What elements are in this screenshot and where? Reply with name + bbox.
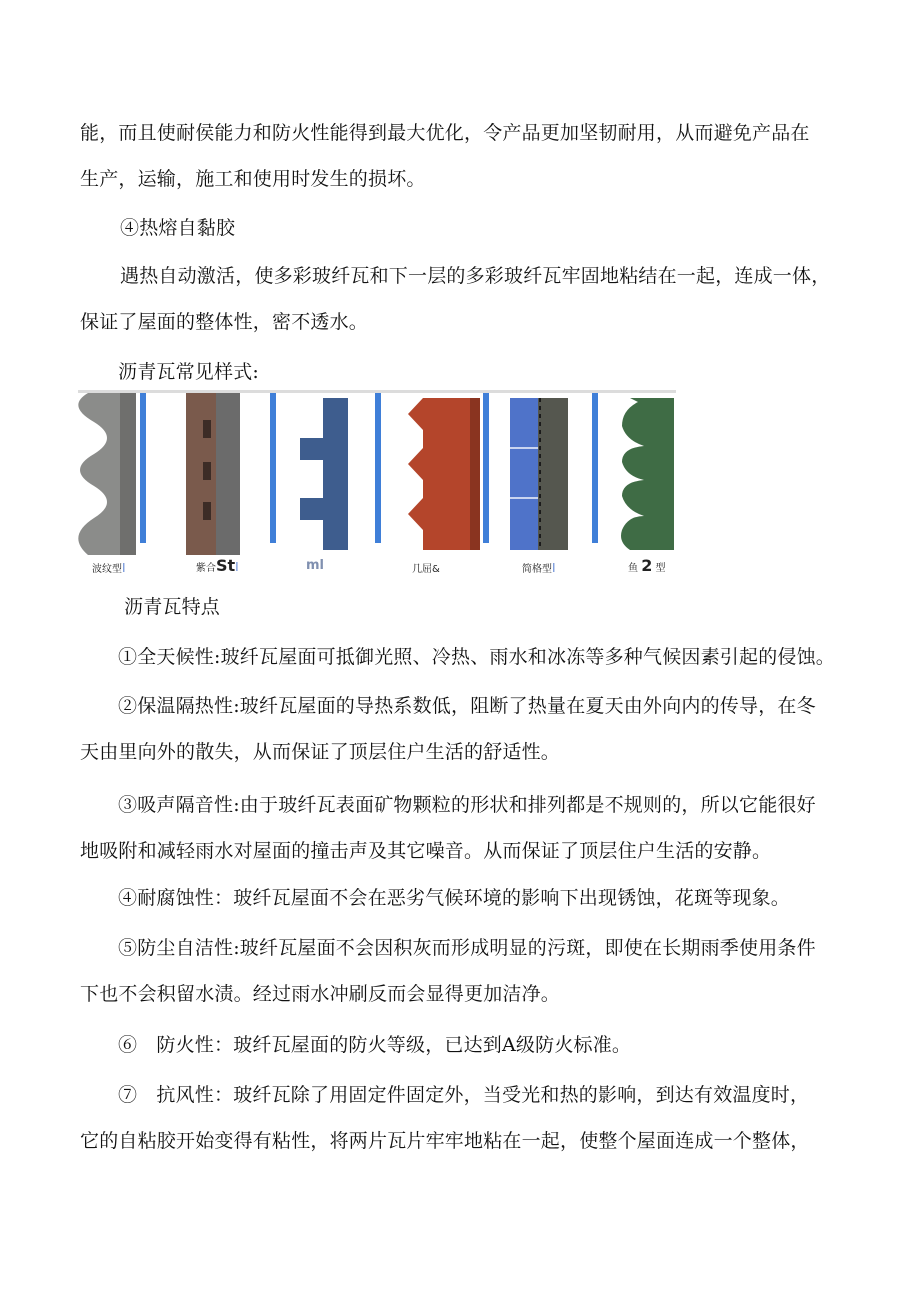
- caption-fish: 鱼 2 型: [628, 556, 666, 575]
- text-line: ⑤防尘自洁性:玻纤瓦屋面不会因积灰而形成明显的污斑，即使在长期雨季使用条件: [118, 937, 816, 959]
- text-line: 地吸附和减轻雨水对屋面的撞击声及其它噪音。从而保证了顶层住户生活的安静。: [80, 840, 772, 862]
- caption-purple: 紫合StI: [196, 556, 239, 575]
- text-line: ⑦ 抗风性：玻纤瓦除了用固定件固定外，当受光和热的影响，到达有效温度时，: [118, 1084, 810, 1106]
- wave-shingle-sample: [78, 393, 136, 555]
- caption-wave: 波纹型I: [92, 561, 126, 575]
- features-heading: [80, 584, 842, 630]
- text-line: 保证了屋面的整体性，密不透水。: [80, 311, 369, 333]
- styles-heading: [80, 352, 842, 392]
- feature-6: [80, 1022, 842, 1068]
- feature-3: [80, 782, 842, 874]
- shingle-samples-illustration: [78, 390, 676, 560]
- text-line: ③吸声隔音性:由于玻纤瓦表面矿物颗粒的形状和排列都是不规则的，所以它能很好: [118, 794, 816, 816]
- text-line: ⑥ 防火性：玻纤瓦屋面的防火等级，已达到A级防火标准。: [118, 1034, 632, 1056]
- section-heading: 沥青瓦特点: [124, 596, 221, 618]
- caption-ml: ml: [306, 558, 325, 573]
- feature-2: [80, 683, 842, 775]
- brown-shingle-sample: [186, 393, 240, 555]
- text-line: 天由里向外的散失，从而保证了顶层住户生活的舒适性。: [80, 741, 561, 763]
- feature-1: [80, 634, 842, 680]
- text-line: 生产，运输，施工和使用时发生的损坏。: [80, 168, 426, 190]
- text-line: 下也不会积留水渍。经过雨水冲刷反而会显得更加洁净。: [80, 983, 561, 1005]
- text-line: ④耐腐蚀性：玻纤瓦屋面不会在恶劣气候环境的影响下出现锈蚀，花斑等现象。: [118, 887, 791, 909]
- caption-grid: 简格型I: [522, 561, 556, 575]
- hotmelt-heading: [80, 205, 842, 251]
- shingle-styles-image: [78, 390, 676, 576]
- text-line: ①全天候性:玻纤瓦屋面可抵御光照、冷热、雨水和冰冻等多种气候因素引起的侵蚀。: [118, 646, 836, 668]
- feature-7: [80, 1072, 842, 1164]
- feature-5: [80, 925, 842, 1017]
- text-line: 能，而且使耐侯能力和防火性能得到最大优化，令产品更加坚韧耐用，从而避免产品在: [80, 122, 810, 144]
- text-line: ②保温隔热性:玻纤瓦屋面的导热系数低，阻断了热量在夏天由外向内的传导，在冬: [118, 695, 816, 717]
- feature-4: [80, 875, 842, 921]
- section-heading: 沥青瓦常见样式:: [118, 361, 260, 383]
- grid-shingle-sample: [510, 398, 568, 550]
- section-heading: ④热熔自黏胶: [120, 217, 236, 239]
- caption-geometric: 几屈&: [412, 564, 440, 575]
- hotmelt-paragraph: [80, 253, 842, 345]
- text-line: 遇热自动激活，使多彩玻纤瓦和下一层的多彩玻纤瓦牢固地粘结在一起，连成一体，: [120, 265, 831, 287]
- intro-paragraph: [80, 110, 842, 202]
- text-line: 它的自粘胶开始变得有粘性，将两片瓦片牢牢地粘在一起，使整个屋面连成一个整体，: [80, 1130, 810, 1152]
